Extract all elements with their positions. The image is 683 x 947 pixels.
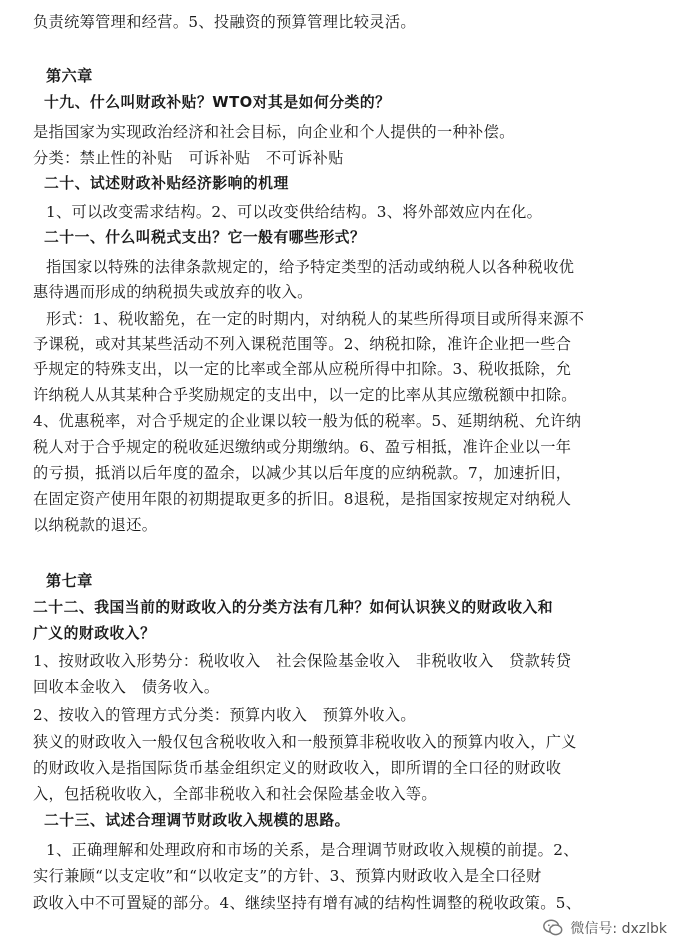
paragraph-line: 惠待遇而形成的纳税损失或放弃的收入。 [33,283,313,301]
question-heading: 二十、试述财政补贴经济影响的机理 [44,175,289,192]
paragraph-line: 4、优惠税率，对合乎规定的企业课以较一般为低的税率。5、延期纳税、允许纳 [33,412,582,430]
wechat-watermark [536,915,673,941]
paragraph-line: 以纳税款的退还。 [33,516,158,534]
question-heading: 广义的财政收入？ [33,625,156,642]
question-heading: 二十一、什么叫税式支出？它一般有哪些形式？ [44,229,366,246]
paragraph-line: 指国家以特殊的法律条款规定的，给予特定类型的活动或纳税人以各种税收优 [46,258,575,276]
paragraph-line: 入，包括税收收入，全部非税收入和社会保险基金收入等。 [33,785,437,803]
wechat-icon [542,917,564,939]
paragraph-line: 乎规定的特殊支出，以一定的比率或全部从应税所得中扣除。3、税收抵除，允 [33,360,572,378]
paragraph-line: 实行兼顾“以支定收”和“以收定支”的方针、3、预算内财政收入是全口径财 [33,867,542,885]
paragraph-line: 的亏损，抵消以后年度的盈余，以减少其以后年度的应纳税款。7，加速折旧， [33,464,572,482]
paragraph-line: 狭义的财政收入一般仅包含税收收入和一般预算非税收收入的预算内收入，广义 [33,733,577,751]
chapter-heading: 第七章 [46,572,93,590]
paragraph-line: 许纳税人从其某种合乎奖励规定的支出中，以一定的比率从其应缴税额中扣除。 [33,386,577,404]
question-heading: 二十三、试述合理调节财政收入规模的思路。 [44,812,350,829]
paragraph-line: 是指国家为实现政治经济和社会目标，向企业和个人提供的一种补偿。 [33,123,515,141]
paragraph-line: 在固定资产使用年限的初期提取更多的折旧。8退税，是指国家按规定对纳税人 [33,490,572,508]
paragraph-line: 分类：禁止性的补贴 可诉补贴 不可诉补贴 [33,149,344,167]
paragraph-line: 形式：1、税收豁免，在一定的时期内，对纳税人的某些所得项目或所得来源不 [46,310,585,328]
paragraph-line: 1、可以改变需求结构。2、可以改变供给结构。3、将外部效应内在化。 [46,203,543,221]
paragraph-line: 2、按收入的管理方式分类：预算内收入 预算外收入。 [33,706,416,724]
paragraph-line: 1、按财政收入形势分：税收收入 社会保险基金收入 非税收收入 贷款转贷 [33,652,572,670]
paragraph-line: 1、正确理解和处理政府和市场的关系，是合理调节财政收入规模的前提。2、 [46,841,579,859]
paragraph-line: 回收本金收入 债务收入。 [33,678,220,696]
watermark-text: 微信号: dxzlbk [570,921,667,937]
paragraph-line: 税人对于合乎规定的税收延迟缴纳或分期缴纳。6、盈亏相抵，准许企业以一年 [33,438,572,456]
paragraph-line: 负责统筹管理和经营。5、投融资的预算管理比较灵活。 [33,13,416,31]
question-heading: 十九、什么叫财政补贴？WTO对其是如何分类的？ [44,94,391,111]
paragraph-line: 的财政收入是指国际货币基金组织定义的财政收入，即所谓的全口径的财政收 [33,759,562,777]
paragraph-line: 予课税，或对其某些活动不列入课税范围等。2、纳税扣除，准许企业把一些合 [33,335,572,353]
question-heading: 二十二、我国当前的财政收入的分类方法有几种？如何认识狭义的财政收入和 [33,599,554,616]
paragraph-line: 政收入中不可置疑的部分。4、继续坚持有增有减的结构性调整的税收政策。5、 [33,894,582,912]
chapter-heading: 第六章 [46,67,93,85]
